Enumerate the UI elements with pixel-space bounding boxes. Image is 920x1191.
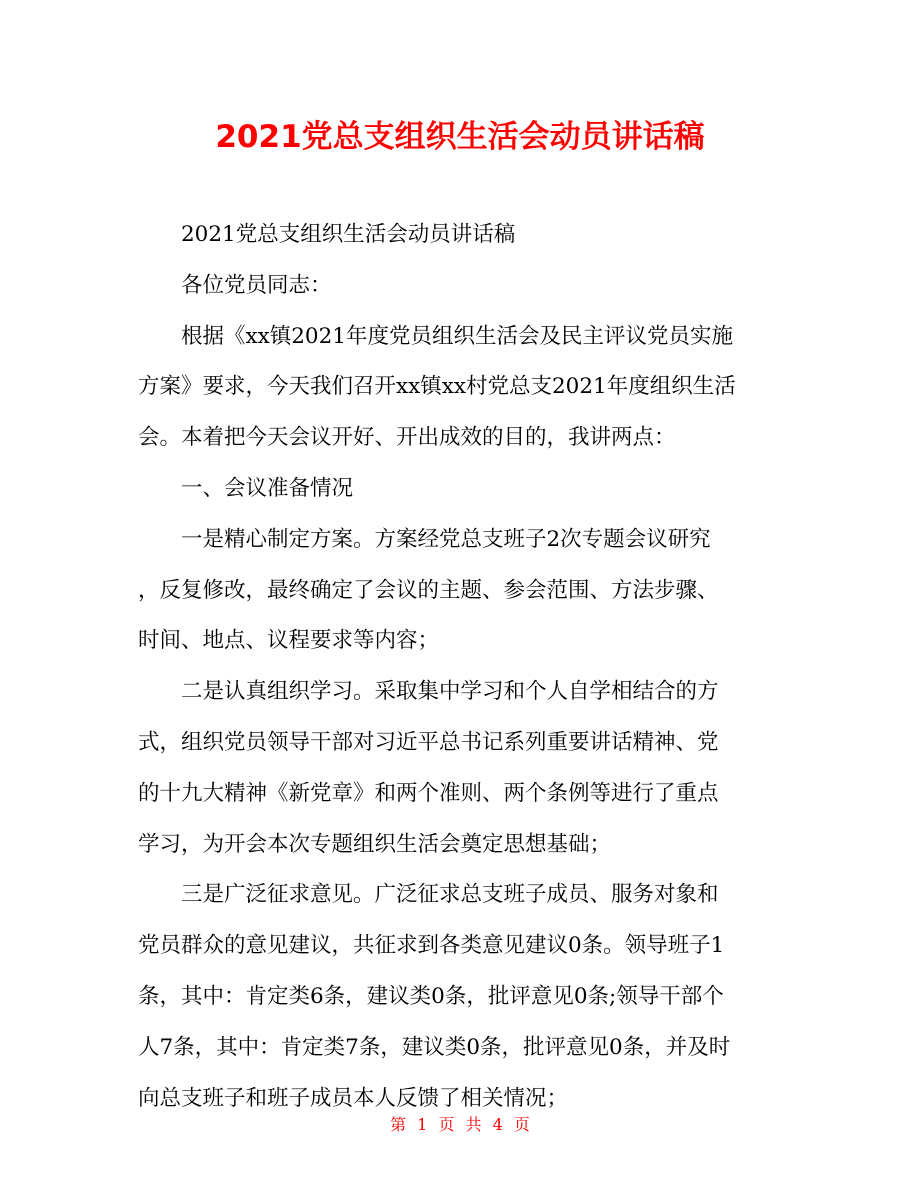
body-line: 党员群众的意见建议，共征求到各类意见建议0条。领导班子1 [138,933,725,959]
body-line: 式，组织党员领导干部对习近平总书记系列重要讲话精神、党 [138,729,719,755]
body-line: 三是广泛征求意见。广泛征求总支班子成员、服务对象和 [181,882,719,908]
body-line: 人7条，其中：肯定类7条，建议类0条，批评意见0条，并及时 [138,1034,731,1060]
body-line: 时间、地点、议程要求等内容； [138,628,440,654]
section-heading: 一、会议准备情况 [181,475,354,501]
body-line: 二是认真组织学习。采取集中学习和个人自学相结合的方 [181,679,719,705]
body-line-subtitle: 2021党总支组织生活会动员讲话稿 [181,222,516,247]
document-body [138,210,786,1124]
body-line: ，反复修改，最终确定了会议的主题、参会范围、方法步骤、 [138,577,719,603]
page-title: 2021党总支组织生活会动员讲话稿 [215,119,705,155]
page-footer: 第 1 页 共 4 页 [390,1115,530,1134]
body-line: 向总支班子和班子成员本人反馈了相关情况； [138,1085,569,1111]
body-line-salutation: 各位党员同志： [181,272,332,298]
body-line: 会。本着把今天会议开好、开出成效的目的，我讲两点： [138,425,676,451]
body-line: 一是精心制定方案。方案经党总支班子2次专题会议研究 [181,526,711,552]
body-line: 根据《xx镇2021年度党员组织生活会及民主评议党员实施 [181,323,733,349]
body-line: 的十九大精神《新党章》和两个准则、两个条例等进行了重点 [138,780,719,806]
body-line: 学习，为开会本次专题组织生活会奠定思想基础； [138,831,612,857]
body-line: 条，其中：肯定类6条，建议类0条，批评意见0条;领导干部个 [138,983,724,1009]
body-line: 方案》要求，今天我们召开xx镇xx村党总支2021年度组织生活 [138,374,736,400]
